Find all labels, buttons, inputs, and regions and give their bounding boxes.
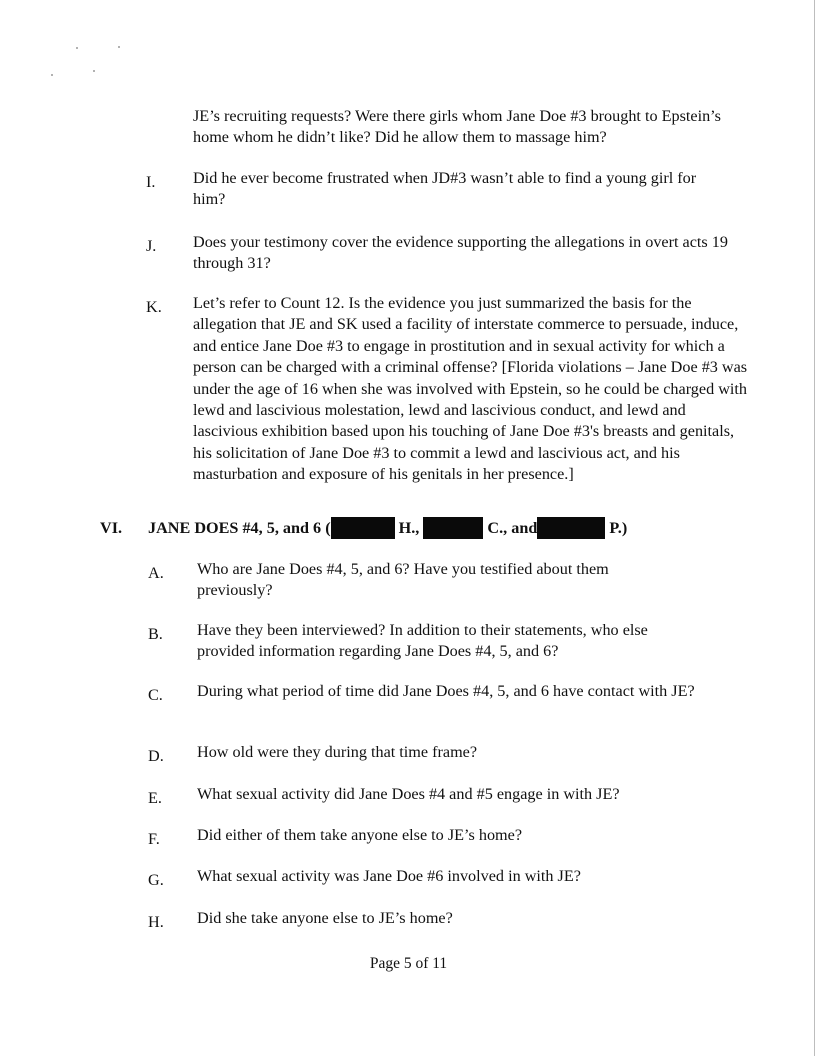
item-letter: H. [148,913,164,931]
scan-speck [76,47,78,49]
question-text: How old were they during that time frame? [197,743,478,761]
section-title-start: JANE DOES #4, 5, and 6 ( [148,519,331,537]
item-letter: E. [148,789,162,807]
item-letter: I. [146,173,156,191]
redaction-box [537,517,605,539]
item-letter: D. [148,747,164,765]
item-letter: F. [148,830,160,848]
item-letter: J. [146,237,157,255]
name3-initial: P.) [605,519,628,537]
redaction-box [423,517,483,539]
section-title [148,517,627,539]
scan-speck [51,74,53,76]
question-text: Did she take anyone else to JE’s home? [197,909,453,927]
item-letter: K. [146,298,162,316]
question-text: During what period of time did Jane Does #4, 5, and 6 have contact with JE? [197,682,695,700]
page-number: Page 5 of 11 [369,955,448,972]
item-letter: A. [148,564,164,582]
item-letter: C. [148,686,163,704]
question-text: Did either of them take anyone else to JE’s home? [197,826,522,844]
question-text: Does your testimony cover the evidence supporting the allegations in overt acts 19 through 31? [193,233,728,273]
name2-initial: C., and [483,519,538,537]
continuation-paragraph: JE’s recruiting requests? Were there girls whom Jane Doe #3 brought to Epstein’s home whom he didn’t like? Did he allow them to massage him? [193,107,721,147]
scan-speck [118,46,120,48]
question-text: What sexual activity did Jane Does #4 and #5 engage in with JE? [197,785,620,803]
name1-initial: H., [394,519,420,537]
question-text: What sexual activity was Jane Doe #6 involved in with JE? [197,867,581,885]
question-text: Who are Jane Does #4, 5, and 6? Have you testified about them previously? [197,560,609,600]
item-letter: G. [148,871,164,889]
question-text: Did he ever become frustrated when JD#3 wasn’t able to find a young girl for him? [193,169,697,209]
question-text: Let’s refer to Count 12. Is the evidence you just summarized the basis for the allegation that JE and SK used a facility of interstate commerce to persuade, induce, and entice Jane Doe #3 to engage in prostitution and in sexual activity for which a person can be charged with a criminal offense? [Florida violations – Jane Doe #3 was under the age of 16 when she was involved with Epstein, so he could be charged with lewd and lascivious molestation, lewd and lascivious conduct, and lewd and lascivious exhibition based upon his touching of Jane Doe #3's breasts and genitals, his solicitation of Jane Doe #3 to commit a lewd and lascivious act, and his masturbation and exposure of his genitals in her presence.] [193,294,748,484]
scan-speck [93,70,95,72]
page-edge [814,0,815,1056]
item-letter: B. [148,625,163,643]
section-number: VI. [100,519,123,537]
redaction-box [331,517,395,539]
question-text: Have they been interviewed? In addition to their statements, who else provided information regarding Jane Does #4, 5, and 6? [197,621,648,661]
